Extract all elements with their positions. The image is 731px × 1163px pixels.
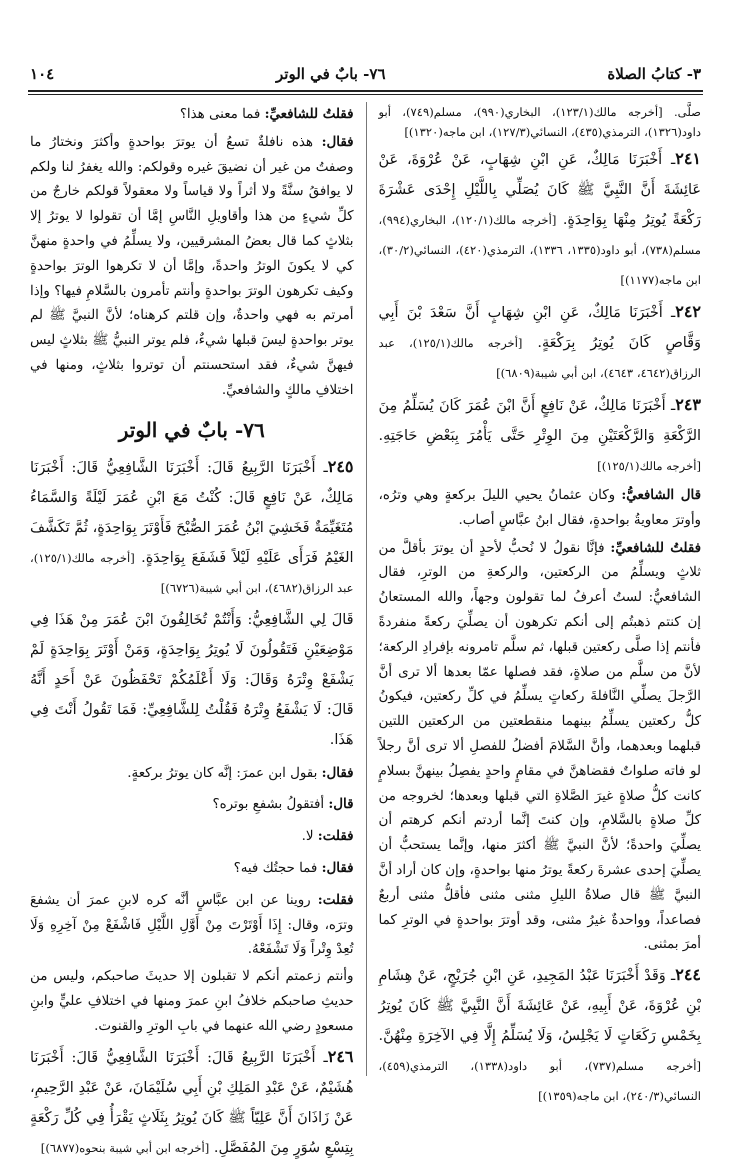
speaker-label: فقلت: xyxy=(317,891,354,908)
left-column xyxy=(30,102,366,1156)
dialogue-line xyxy=(30,824,354,850)
page-number: ١٠٤ xyxy=(30,65,55,83)
discussion-text: فإنَّا نقولُ لا نُحبُّ لأحدٍ أن يوترَ بأقلَّ من ثلاثٍ ويسلِّمُ من الركعتين، والركعةِ من الوترِ، فقال الشافعيُّ: لستُ أعرفُ لما تقولون وجهاً، والله المستعانُ إن كنتم ذهبتُم إلى أنكم تكرهون أن يصلِّيَ ركعةً منفردةً فأنتم إذا صلَّى ركعتين قبلها، ثم سلَّم تامرونه بإفرادِ الركعة؛ لأنَّ من سلَّم من صلاةٍ، فقد فصلها عمّا بعدها ألا ترى أنَّ الرَّجلَ يصلِّي النَّافلةَ ركعاتٍ يسلِّمُ في كلِّ ركعتين، فيكونُ كلُّ ركعتين يسلِّمُ بينهما منقطعتين من الركعتين اللتين قبلهما وبعدهما، وأنَّ السَّلامَ أفضلُ للفصلِ ألا ترى أنَّ رجلاً لو فاته صلواتٌ فقضاهنَّ في مقامٍ واحدٍ يفصِلُ بينهنَّ بسلامٍ كانت كلُّ صلاةٍ غيرَ الصَّلاةِ التي قبلها وبعدها؛ لخروجه من كلِّ صلاةٍ بالسَّلامِ، وإن كنتَ إنَّما أردتم أنكم كرهتم أن يصلِّيَ واحدةً؛ لأنَّ النبيَّ ﷺ أكثرَ منها، وإنَّما يستحبُّ أن يصلِّيَ إحدى عشرةَ ركعةً يوترُ منها بواحدةٍ، وإن كان أراد أنَّ النبيَّ ﷺ قال صلاةُ الليلِ مثنى مثنى فأقلُّ مثنى أربعٌ فصاعداً، وواحدةٌ غيرُ مثنى، وقد أوترَ بواحدةٍ في الوترِ كما أمرَ بمثنى. xyxy=(378,540,701,953)
running-header xyxy=(30,62,701,86)
hadith-243 xyxy=(379,390,702,481)
text-columns xyxy=(30,102,702,1156)
hadith-244 xyxy=(379,960,702,1111)
speaker-label: فقال: xyxy=(321,133,354,150)
dialogue-text: فما حجتُك فيه؟ xyxy=(233,860,322,876)
dialogue-text: بقول ابن عمرَ: إنَّه كان يوترُ بركعةٍ. xyxy=(127,765,322,781)
hadith-241 xyxy=(379,144,702,295)
dialogue-text: أفتقولُ بشفعِ بوتره؟ xyxy=(212,797,329,813)
closing-paragraph: وأنتم زعمتم أنكم لا تقبلون إلا حديثَ صاحبكم، وليس من حديثِ صاحبكم خلافُ ابنِ عمرَ ومنها في اختلافِ عليٍّ وابنِ مسعودٍ رضي الله عنهما في بابِ الوترِ والقنوت. xyxy=(30,969,354,1034)
hadith-number: ٢٤٦ xyxy=(327,1046,354,1066)
header-book-title: ٣- كتابُ الصلاة xyxy=(607,65,701,83)
hadith-reference: [أخرجه مسلم(٧٣٧)، أبو داود(١٣٣٨)، الترمذي(٤٥٩)، النسائي(٢٤٠/٣)، ابن ماجه(١٣٥٩)] xyxy=(378,1059,701,1104)
hadith-text: ـ أَخْبَرَنَا مَالِكٌ، عَنِ ابْنِ شِهَابٍ أَنَّ سَعْدَ بْنَ أَبِي وَقَّاصٍ كَانَ يُوتِرُ بِرَكْعَةٍ. xyxy=(378,305,702,351)
dialogue-line xyxy=(30,888,354,963)
speaker-label: قال الشافعيُّ: xyxy=(621,487,701,503)
continuation-ref: صلَّى. [أخرجه مالك(١٢٣/١)، البخاري(٩٩٠)، مسلم(٧٤٩)، أبو داود(١٣٢٦)، الترمذي(٤٣٥)، النسائي(١٢٧/٣)، ابن ماجه(١٣٢٠)] xyxy=(378,105,701,139)
hadith-reference: [أخرجه مالك(١٢٠/١)، البخاري(٩٩٤)، مسلم(٧٣٨)، أبو داود(١٣٣٥، ١٣٣٦)، الترمذي(٤٢٠)، النسائي(٣٠/٢)، ابن ماجه(١١٧٧)] xyxy=(378,213,702,287)
header-chapter-title: ٧٦- بابٌ في الوتر xyxy=(276,65,386,83)
question-paragraph xyxy=(30,102,354,128)
hadith-text: ـ وَقَدْ أَخْبَرَنَا عَبْدُ المَجِيدِ، عَنِ ابْنِ جُرَيْجٍ، عَنْ هِشَامِ بْنِ عُرْوَةَ، عَنْ أَبِيهِ، عَنْ عَائِشَةَ أَنَّ النَّبِيَّ ﷺ كَانَ يُوتِرُ بِخَمْسِ رَكَعَاتٍ لَا يَجْلِسُ، وَلَا يُسَلِّمُ إِلَّا فِي الآخِرَةِ مِنْهُنَّ. xyxy=(378,968,701,1045)
hadith-text: ـ أَخْبَرَنَا مَالِكٌ، عَنِ ابْنِ شِهَابٍ، عَنْ عُرْوَةَ، عَنْ عَائِشَةَ أَنَّ النَّبِيَّ ﷺ كَانَ يُصَلِّي بِاللَّيْلِ إِحْدَى عَشْرَةَ رَكْعَةً يُوتِرُ مِنْهَا بِوَاحِدَةٍ. xyxy=(378,152,702,228)
hadith-reference: [أخرجه مالك(١٢٥/١)، عبد الرزاق(٤٦٤٢، ٤٦٤٣)، ابن أبي شيبة(٦٨٠٩)] xyxy=(378,336,701,380)
hadith-number: ٢٤٥ xyxy=(327,456,354,476)
answer-text: هذه نافلةٌ تسعُ أن يوترَ بواحدةٍ وأكثرَ ونختارُ ما وصفتُ من غير أن نضيقَ غيره وقولكم: والله يغفرُ لنا ولكم لا يوافقُ سنَّةً ولا أثراً ولا قياساً ولا معقولاً قولكم خارجٌ من كلِّ شيءٍ من هذا وأقاويلِ النَّاسِ إمَّا أن تقولوا لا يوترُ إلا بثلاثٍ كما قال بعضُ المشرقيين، ولا يسلِّمُ في واحدةٍ منهنَّ كي لا يكونَ الوترُ واحدةً، وإمَّا أن لا تكرهوا الوترَ بواحدةٍ وكيف تكرهون الوترَ بواحدةٍ وأنتم تأمرون بالسَّلامِ فيها؟ وإذا أمرتم به فهي واحدةٌ، وإن قلتم كرهناه؛ لأنَّ النبيَّ ﷺ لم يوتر بواحدةٍ ليسَ قبلها شيءٌ، فلم يوتر النبيُّ ﷺ بثلاثٍ ليس فيهنَّ شيءٌ، فقد استحسنتم أن توتروا بثلاثٍ، ومنها في اختلافِ مالكٍ والشافعيِّ. xyxy=(30,134,354,398)
hadith-245 xyxy=(30,452,354,603)
dialogue-line xyxy=(30,856,354,882)
hadith-text: ـ أَخْبَرَنَا الرَّبِيعُ قَالَ: أَخْبَرَنَا الشَّافِعِيُّ قَالَ: أَخْبَرَنَا هُشَيْمٌ، عَنْ عَبْدِ المَلِكِ بْنِ أَبِي سُلَيْمَانَ، عَنْ عَبْدِ الرَّحِيمِ، عَنْ زَاذَانَ أَنَّ عَلِيّاً ﷺ كَانَ يُوتِرُ بِثَلَاثٍ يَقْرَأُ فِي كُلِّ رَكْعَةٍ بِتِسْعِ سُوَرٍ مِنَ المُفَصَّلِ. xyxy=(30,1049,354,1156)
hadith-text: ـ أَخْبَرَنَا مَالِكٌ، عَنْ نَافِعٍ أَنَّ ابْنَ عُمَرَ كَانَ يُسَلِّمُ مِنَ الرَّكْعَةِ وَالرَّكْعَتَيْنِ مِنَ الوِتْرِ حَتَّى يَأْمُرَ بِبَعْضِ حَاجَتِهِ. xyxy=(378,398,701,444)
speaker-label: فقال: xyxy=(321,764,354,781)
dialogue-line xyxy=(30,761,354,787)
statement-text: وكان عثمانُ يحيي الليلَ بركعةٍ وهي وترُه، وأوترَ معاويةُ بواحدةٍ، فقال ابنُ عبَّاسٍ أصاب. xyxy=(378,488,701,528)
hadith-246 xyxy=(30,1042,354,1163)
shafii-remark: قَالَ لِي الشَّافِعِيُّ: وَأَنْتُمْ تُخَالِفُونَ ابْنَ عُمَرَ مِنْ هَذَا فِي مَوْضِعَيْنِ فَتَقُولُونَ لَا يُوتِرُ بِوَاحِدَةٍ، وَمَنْ أَوْتَرَ بِوَاحِدَةٍ لَمْ يَشْفَعْ وِتْرَهُ وَقَالَ: وَلَا أَعْلَمُكُمْ تَحْفَظُونَ عَنْ أَحَدٍ أَنَّهُ قَالَ: لَا يَشْفَعُ وِتْرَهُ فَقُلْتُ لِلشَّافِعِيِّ: فَمَا تَقُولُ أَنْتَ فِي هَذَا. xyxy=(30,611,354,748)
answer-paragraph xyxy=(30,130,354,404)
question-text: فما معنى هذا؟ xyxy=(179,107,265,122)
chapter-heading: ٧٦- بابٌ في الوتر xyxy=(118,417,265,442)
dialogue-text: لا. xyxy=(301,829,318,845)
hadith-reference: [أخرجه مالك(١٢٥/١)، عبد الرزاق(٤٦٨٢)، ابن أبي شيبة(٦٧٢٦)] xyxy=(30,550,354,595)
hadith-number: ٢٤٣ xyxy=(675,395,701,414)
header-rule xyxy=(28,90,703,92)
speaker-label: قال: xyxy=(328,796,354,813)
hadith-number: ٢٤١ xyxy=(675,149,701,168)
speaker-label: فقال: xyxy=(321,859,354,876)
dialogue-line xyxy=(30,792,354,818)
speaker-label: فقلت: xyxy=(317,828,354,845)
speaker-label: فقلتُ للشافعيِّ: xyxy=(264,106,354,122)
dialogue-text: روينا عن ابن عبَّاسٍ أنَّه كره لابنِ عمرَ أن يشفعَ وترَه، وقال: إِذَا أَوْتَرْتَ مِنْ أَوَّلِ اللَّيْلِ فَاشْفَعْ مِنْ آخِرِهِ وَلَا تُعِدْ وِتْراً وَلَا تَشْفَعْهُ. xyxy=(30,892,354,958)
hadith-text: ـ أَخْبَرَنَا الرَّبِيعُ قَالَ: أَخْبَرَنَا الشَّافِعِيُّ قَالَ: أَخْبَرَنَا مَالِكٌ، عَنْ نَافِعٍ قَالَ: كُنْتُ مَعَ ابْنِ عُمَرَ لَيْلَةً وَالسَّمَاءُ مُتَغَيِّمَةٌ فَخَشِيَ ابْنُ عُمَرَ الصُّبْحَ فَأَوْتَرَ بِوَاحِدَةٍ، ثُمَّ تَكَشَّفَ الغَيْمُ فَرَأَى عَلَيْهِ لَيْلاً فَشَفَعَ بِوَاحِدَةٍ. xyxy=(30,459,354,566)
right-column xyxy=(366,102,702,1104)
discussion-paragraph xyxy=(379,536,702,959)
speaker-label: فقلتُ للشافعيِّ: xyxy=(610,539,701,556)
header-rule-thin xyxy=(28,94,703,95)
shafii-statement xyxy=(379,483,702,534)
hadith-number: ٢٤٢ xyxy=(675,302,701,321)
hadith-reference: [أخرجه مالك(١٢٥/١)] xyxy=(597,459,701,473)
hadith-number: ٢٤٤ xyxy=(675,965,701,985)
hadith-reference: [أخرجه ابن أبي شيبة بنحوه(٦٨٧٧)] xyxy=(40,1140,210,1155)
hadith-242 xyxy=(379,297,702,388)
